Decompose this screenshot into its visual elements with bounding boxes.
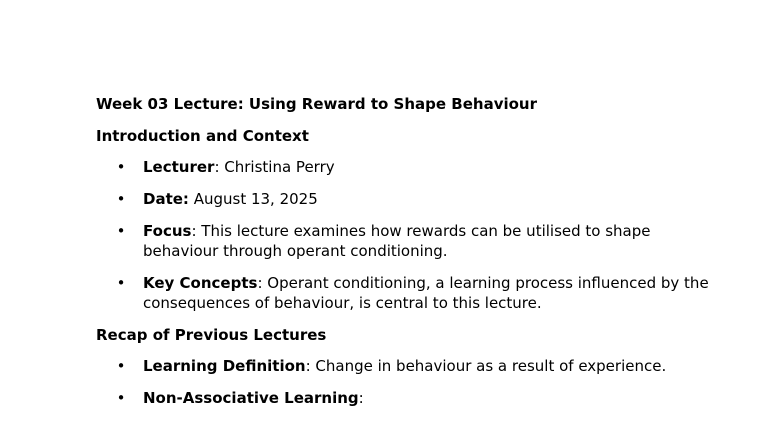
recap-list <box>96 356 716 408</box>
item-text: Change in behaviour as a result of experience. <box>315 357 667 375</box>
bullet-icon: • <box>116 389 126 407</box>
item-separator: : <box>257 274 268 292</box>
bullet-icon: • <box>116 190 126 208</box>
item-term: Focus <box>143 222 192 240</box>
list-item-lecturer <box>96 157 716 177</box>
bullet-icon: • <box>116 222 126 240</box>
section-heading-introduction: Introduction and Context <box>96 127 309 145</box>
document-body <box>96 94 716 420</box>
item-term: Date: <box>143 190 189 208</box>
bullet-icon: • <box>116 158 126 176</box>
item-separator: : <box>191 222 202 240</box>
item-text: August 13, 2025 <box>193 190 318 208</box>
item-text: Christina Perry <box>224 158 335 176</box>
item-term: Learning Definition <box>143 357 306 375</box>
list-item-key-concepts <box>96 273 716 313</box>
bullet-icon: • <box>116 357 126 375</box>
item-text: This lecture examines how rewards can be utilised to shape behaviour through operant conditioning. <box>143 222 651 260</box>
list-item-focus <box>96 221 716 261</box>
bullet-icon: • <box>116 274 126 292</box>
item-separator: : <box>358 389 364 407</box>
list-item-date <box>96 189 716 209</box>
item-text: Operant conditioning, a learning process influenced by the consequences of behaviour, is central to this lecture. <box>143 274 709 312</box>
item-term: Lecturer <box>143 158 215 176</box>
item-term: Key Concepts <box>143 274 258 292</box>
section-heading-recap: Recap of Previous Lectures <box>96 326 327 344</box>
list-item-non-associative-learning <box>96 388 716 408</box>
item-term: Non-Associative Learning <box>143 389 359 407</box>
item-separator: : <box>305 357 316 375</box>
introduction-list <box>96 157 716 313</box>
list-item-learning-definition <box>96 356 716 376</box>
item-separator: : <box>214 158 225 176</box>
document-title: Week 03 Lecture: Using Reward to Shape Behaviour <box>96 95 538 113</box>
